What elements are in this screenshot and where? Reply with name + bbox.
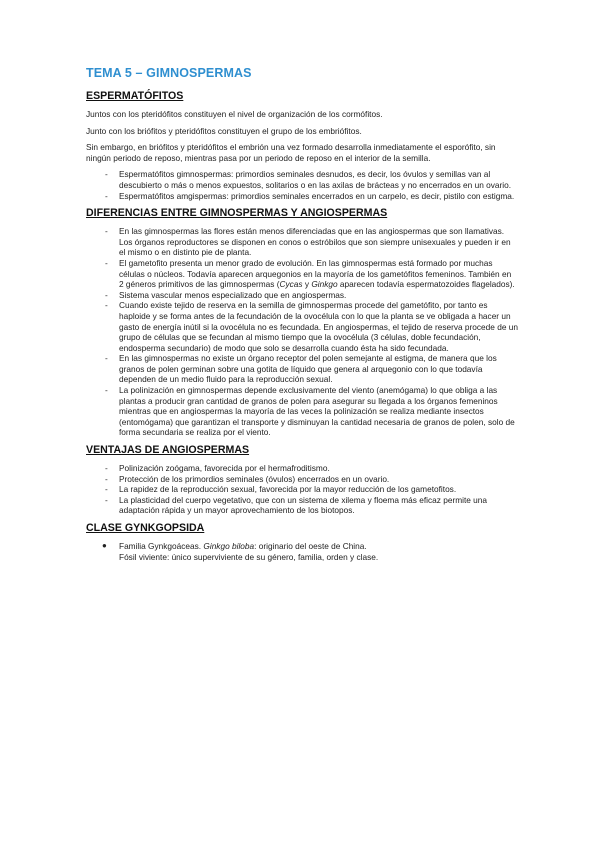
list-item: - La plasticidad del cuerpo vegetativo, que con un sistema de xilema y floema más eficaz permite una adaptación rápida y un mayor aprovechamiento de los biotopos. (105, 494, 488, 516)
dash-marker: - (105, 353, 108, 364)
list-item (86, 541, 518, 562)
bullet-list (86, 541, 518, 562)
section-heading-clase-gynkgopsida: CLASE GYNKGOPSIDA (86, 522, 205, 534)
list-line: Familia Gynkgoáceas. Ginkgo biloba: originario del oeste de China. (119, 541, 367, 551)
list-item: - Espermatófitos amgispermas: primordios seminales encerrados en un carpelo, es decir, pistilo con estigma. (105, 190, 515, 201)
list-item: - El gametofito presenta un menor grado de evolución. En las gimnospermas está formado por muchas células o núcleos. Todavía aparecen arquegonios en la mayoría de los gametófitos femeninos. También en 2 géneros primitivos de las gimnospermas (Cycas y Ginkgo aparecen todavía espermatozoides flagelados). (105, 257, 515, 290)
section-heading-espermatofitos: ESPERMATÓFITOS (86, 90, 184, 102)
dash-list (86, 226, 518, 438)
paragraph: Junto con los briófitos y pteridófitos constituyen el grupo de los embriófitos. (86, 125, 362, 136)
paragraph: Juntos con los pteridófitos constituyen el nivel de organización de los cormófitos. (86, 109, 383, 119)
dash-marker: - (105, 473, 108, 484)
dash-list (86, 169, 518, 201)
page-title: TEMA 5 – GIMNOSPERMAS (86, 66, 252, 80)
list-item: - La rapidez de la reproducción sexual, favorecida por la mayor reducción de los gametofitos. (105, 484, 457, 495)
list-item: - Polinización zoógama, favorecida por el hermafroditismo. (105, 463, 330, 474)
dash-marker: - (105, 226, 108, 237)
list-item: - Sistema vascular menos especializado que en angiospermas. (105, 289, 347, 300)
dash-marker: - (105, 385, 108, 396)
italic-term: Ginkgo (311, 279, 338, 290)
list-item: - En las gimnospermas las flores están menos diferenciadas que en las angiospermas que son llamativas. Los órganos reproductores se disponen en conos o estróbilos que son siempre unisexuales y pueden ir en el mismo o en distinto pie de planta. (105, 226, 511, 258)
dash-marker: - (105, 169, 108, 180)
dash-marker: - (105, 494, 108, 505)
italic-term: Cycas (279, 279, 303, 290)
list-item: - Espermatófitos gimnospermas: primordios seminales desnudos, es decir, los óvulos y semillas van al descubierto o más o menos expuestos, solitarios o en las axilas de brácteas y no encerrados en un ovario. (105, 169, 512, 190)
list-item: - Protección de los primordios seminales (óvulos) encerrados en un ovario. (105, 473, 390, 484)
bullet-icon: ● (102, 541, 107, 550)
dash-marker: - (105, 289, 108, 300)
list-line: Fósil viviente: único superviviente de su género, familia, orden y clase. (119, 551, 379, 562)
dash-marker: - (105, 190, 108, 201)
paragraph: Sin embargo, en briófitos y pteridófitos el embrión una vez formado desarrolla inmediatamente el esporófito, sin ningún periodo de reposo, mientras pasa por un periodo de reposo en el interior de la semilla. (86, 142, 496, 163)
dash-marker: - (105, 300, 108, 311)
italic-term: Ginkgo biloba (203, 541, 255, 551)
dash-marker: - (105, 463, 108, 474)
dash-marker: - (105, 484, 108, 495)
list-item: - Cuando existe tejido de reserva en la semilla de gimnospermas procede del gametófito, por tanto es haploide y se forma antes de la fecundación de la ovocélula con lo que la planta se ve obligada a hacer un gasto de energía inútil si la ovocélula no es fecundada. En angiospermas, el tejido de reserva procede de un grupo de células que se fecundan al mismo tiempo que la ovocélula (3 células, doble fecundación, endosperma secundario) de modo que solo se desarrolla cuando ésta ha sido fecundada. (105, 300, 518, 353)
dash-list (86, 463, 518, 516)
list-item: - En las gimnospermas no existe un órgano receptor del polen semejante al estigma, de manera que los granos de polen germinan sobre una gotita de líquido que genera al arquegonio con lo que todavía dependen de un medio fluido para la reproducción sexual. (105, 353, 497, 385)
dash-marker: - (105, 257, 108, 268)
section-heading-diferencias: DIFERENCIAS ENTRE GIMNOSPERMAS Y ANGIOSPERMAS (86, 207, 388, 220)
section-heading-ventajas: VENTAJAS DE ANGIOSPERMAS (86, 444, 250, 457)
document-page (86, 66, 518, 562)
list-item: - La polinización en gimnospermas depende exclusivamente del viento (anemógama) lo que obliga a las plantas a producir gran cantidad de granos de polen para asegurar su llegada a los órganos femeninos mientras que en angiospermas la mayoría de las veces la polinización se realiza mediante insectos (entomógama) que garantizan el transporte y disminuyan la cantidad necesaria de granos de polen, solo de forma secundaria se realiza por el viento. (105, 385, 515, 438)
